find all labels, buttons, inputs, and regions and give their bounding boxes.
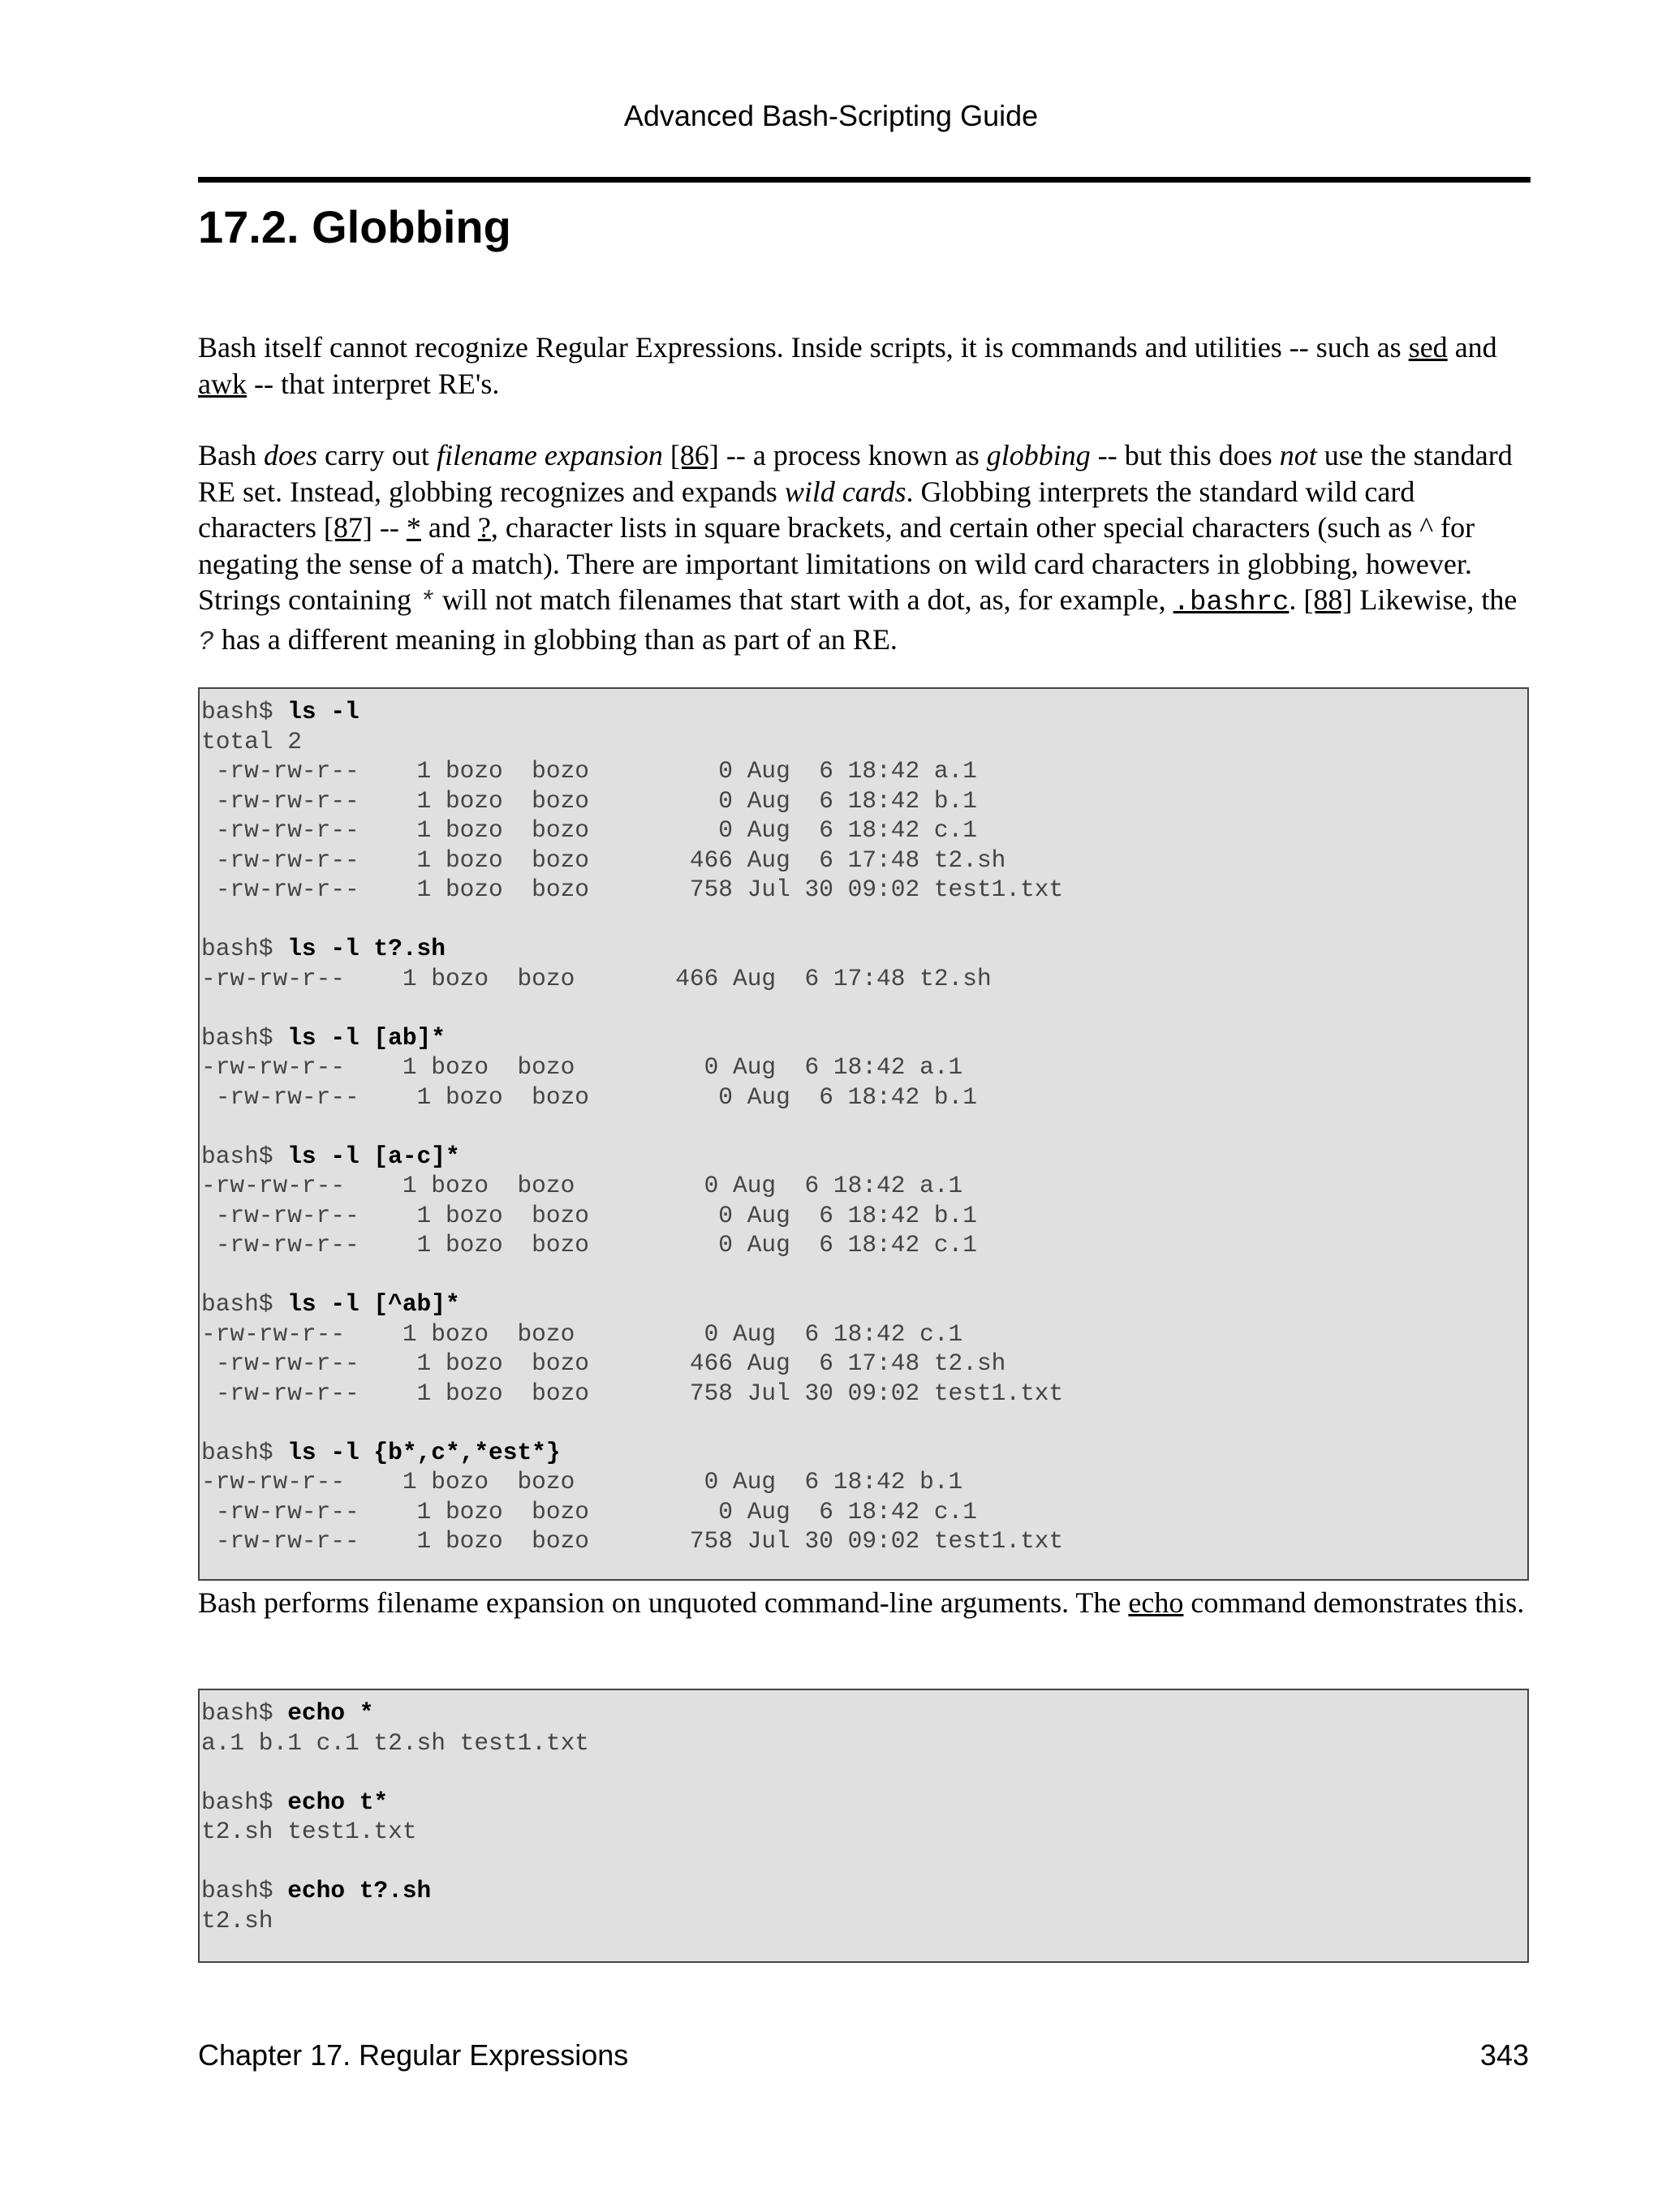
shell-command: ls -l [a-c]* bbox=[287, 1142, 460, 1170]
footnote-87-link[interactable]: [87] bbox=[323, 511, 372, 544]
shell-command: ls -l bbox=[287, 698, 360, 725]
output-line bbox=[201, 1408, 1527, 1438]
para-text: has a different meaning in globbing than as part of an RE. bbox=[213, 622, 898, 656]
output-line: -rw-rw-r-- 1 bozo bozo 0 Aug 6 18:42 c.1 bbox=[201, 1231, 977, 1259]
output-line: -rw-rw-r-- 1 bozo bozo 466 Aug 6 17:48 t2.sh bbox=[201, 1349, 1006, 1377]
output-line: -rw-rw-r-- 1 bozo bozo 758 Jul 30 09:02 test1.txt bbox=[201, 876, 1064, 903]
header-rule bbox=[198, 177, 1531, 183]
output-line: -rw-rw-r-- 1 bozo bozo 466 Aug 6 17:48 t2.sh bbox=[201, 964, 992, 992]
emphasis-wild-cards: wild cards bbox=[784, 475, 906, 508]
shell-prompt: bash$ bbox=[201, 698, 288, 725]
output-line: t2.sh test1.txt bbox=[201, 1818, 417, 1845]
shell-prompt: bash$ bbox=[201, 1438, 288, 1466]
asterisk-link[interactable]: * bbox=[406, 511, 421, 544]
para-text: . bbox=[1289, 583, 1304, 616]
para-text: and bbox=[420, 511, 478, 544]
emphasis-not: not bbox=[1279, 439, 1317, 471]
para-text: command demonstrates this. bbox=[1183, 1586, 1525, 1619]
shell-command: echo t* bbox=[287, 1788, 389, 1816]
emphasis-globbing: globbing bbox=[986, 439, 1091, 471]
shell-command: ls -l {b*,c*,*est*} bbox=[287, 1438, 561, 1466]
para-text: will not match filenames that start with a dot, as, for example, bbox=[434, 583, 1173, 616]
output-line bbox=[201, 905, 1527, 935]
command-line bbox=[201, 1289, 1527, 1319]
output-line: t2.sh bbox=[201, 1906, 273, 1934]
para-text: , character lists in square brackets, and certain other special characters (such as ^ for negating the sense of a match). There are important limitations on wild card characters in globbing, however. Strings containing bbox=[198, 511, 1475, 616]
output-line: -rw-rw-r-- 1 bozo bozo 0 Aug 6 18:42 a.1 bbox=[201, 1172, 963, 1199]
output-line bbox=[201, 1112, 1527, 1142]
para-text: -- that interpret RE's. bbox=[246, 367, 500, 400]
echo-paragraph bbox=[198, 1585, 1537, 1621]
globbing-paragraph bbox=[198, 437, 1537, 661]
command-line bbox=[201, 1438, 1527, 1468]
shell-prompt: bash$ bbox=[201, 1877, 288, 1904]
para-text: use the standard RE set. Instead, globbing recognizes and expands bbox=[198, 439, 1513, 508]
shell-command: ls -l [^ab]* bbox=[287, 1290, 460, 1318]
output-line: -rw-rw-r-- 1 bozo bozo 466 Aug 6 17:48 t2.sh bbox=[201, 846, 1006, 874]
shell-prompt: bash$ bbox=[201, 1699, 288, 1727]
output-line bbox=[201, 1758, 1527, 1788]
command-line bbox=[201, 1876, 1527, 1906]
output-line bbox=[201, 993, 1527, 1023]
output-line: -rw-rw-r-- 1 bozo bozo 0 Aug 6 18:42 c.1 bbox=[201, 1319, 963, 1348]
inline-code-question-mark: ? bbox=[198, 626, 214, 657]
awk-link[interactable]: awk bbox=[198, 367, 247, 400]
para-text: -- but this does bbox=[1090, 439, 1280, 471]
output-line: -rw-rw-r-- 1 bozo bozo 758 Jul 30 09:02 test1.txt bbox=[201, 1379, 1064, 1407]
para-text: Bash itself cannot recognize Regular Expressions. Inside scripts, it is commands and utilities -- such as bbox=[198, 331, 1409, 364]
output-line: a.1 b.1 c.1 t2.sh test1.txt bbox=[201, 1728, 589, 1757]
output-line: total 2 bbox=[201, 727, 302, 755]
command-line bbox=[201, 934, 1527, 964]
question-mark-link[interactable]: ? bbox=[477, 511, 491, 544]
shell-prompt: bash$ bbox=[201, 1788, 288, 1816]
command-line bbox=[201, 1023, 1527, 1053]
running-head: Advanced Bash-Scripting Guide bbox=[623, 99, 1039, 132]
para-text: . Globbing interprets the standard wild card characters bbox=[198, 475, 1415, 544]
shell-command: ls -l t?.sh bbox=[287, 935, 446, 962]
para-text: Likewise, the bbox=[1352, 583, 1518, 616]
para-text: carry out bbox=[317, 439, 437, 471]
ls-globbing-listing bbox=[198, 687, 1529, 1581]
output-line: -rw-rw-r-- 1 bozo bozo 0 Aug 6 18:42 a.1 bbox=[201, 1053, 963, 1081]
output-line: -rw-rw-r-- 1 bozo bozo 758 Jul 30 09:02 test1.txt bbox=[201, 1527, 1064, 1555]
command-line bbox=[201, 1788, 1527, 1818]
emphasis-filename-expansion: filename expansion bbox=[436, 439, 663, 471]
shell-command: echo * bbox=[287, 1699, 374, 1727]
command-line bbox=[201, 1142, 1527, 1172]
shell-command: ls -l [ab]* bbox=[287, 1023, 446, 1052]
output-line: -rw-rw-r-- 1 bozo bozo 0 Aug 6 18:42 a.1 bbox=[201, 757, 977, 785]
output-line: -rw-rw-r-- 1 bozo bozo 0 Aug 6 18:42 c.1 bbox=[201, 816, 977, 844]
output-line: -rw-rw-r-- 1 bozo bozo 0 Aug 6 18:42 b.1 bbox=[201, 1201, 977, 1229]
footnote-86-link[interactable]: [86] bbox=[670, 439, 719, 471]
output-line: -rw-rw-r-- 1 bozo bozo 0 Aug 6 18:42 c.1 bbox=[201, 1497, 977, 1526]
para-text: -- a process known as bbox=[718, 439, 987, 471]
output-line: -rw-rw-r-- 1 bozo bozo 0 Aug 6 18:42 b.1 bbox=[201, 1082, 977, 1111]
sed-link[interactable]: sed bbox=[1408, 331, 1448, 364]
command-line bbox=[201, 697, 1527, 727]
output-line: -rw-rw-r-- 1 bozo bozo 0 Aug 6 18:42 b.1 bbox=[201, 786, 977, 815]
output-line bbox=[201, 1260, 1527, 1290]
para-text: -- bbox=[372, 511, 407, 544]
bashrc-link[interactable]: .bashrc bbox=[1173, 587, 1290, 618]
para-text: Bash bbox=[198, 439, 264, 471]
output-line bbox=[201, 1847, 1527, 1877]
output-line: -rw-rw-r-- 1 bozo bozo 0 Aug 6 18:42 b.1 bbox=[201, 1468, 963, 1495]
shell-command: echo t?.sh bbox=[287, 1877, 432, 1904]
shell-prompt: bash$ bbox=[201, 1023, 288, 1052]
para-text bbox=[663, 439, 670, 471]
inline-code-asterisk: * bbox=[419, 587, 435, 618]
para-text: and bbox=[1447, 331, 1497, 364]
footer-chapter: Chapter 17. Regular Expressions bbox=[198, 2038, 629, 2072]
section-title: 17.2. Globbing bbox=[198, 201, 511, 252]
page-number: 343 bbox=[1479, 2038, 1529, 2072]
echo-link[interactable]: echo bbox=[1128, 1586, 1184, 1619]
footnote-88-link[interactable]: [88] bbox=[1303, 583, 1353, 616]
para-text: Bash performs filename expansion on unquoted command-line arguments. The bbox=[198, 1586, 1129, 1619]
shell-prompt: bash$ bbox=[201, 1142, 288, 1170]
emphasis-does: does bbox=[264, 439, 317, 471]
intro-paragraph bbox=[198, 329, 1537, 402]
echo-globbing-listing bbox=[198, 1689, 1529, 1963]
shell-prompt: bash$ bbox=[201, 935, 288, 962]
command-line bbox=[201, 1698, 1527, 1728]
shell-prompt: bash$ bbox=[201, 1290, 288, 1318]
